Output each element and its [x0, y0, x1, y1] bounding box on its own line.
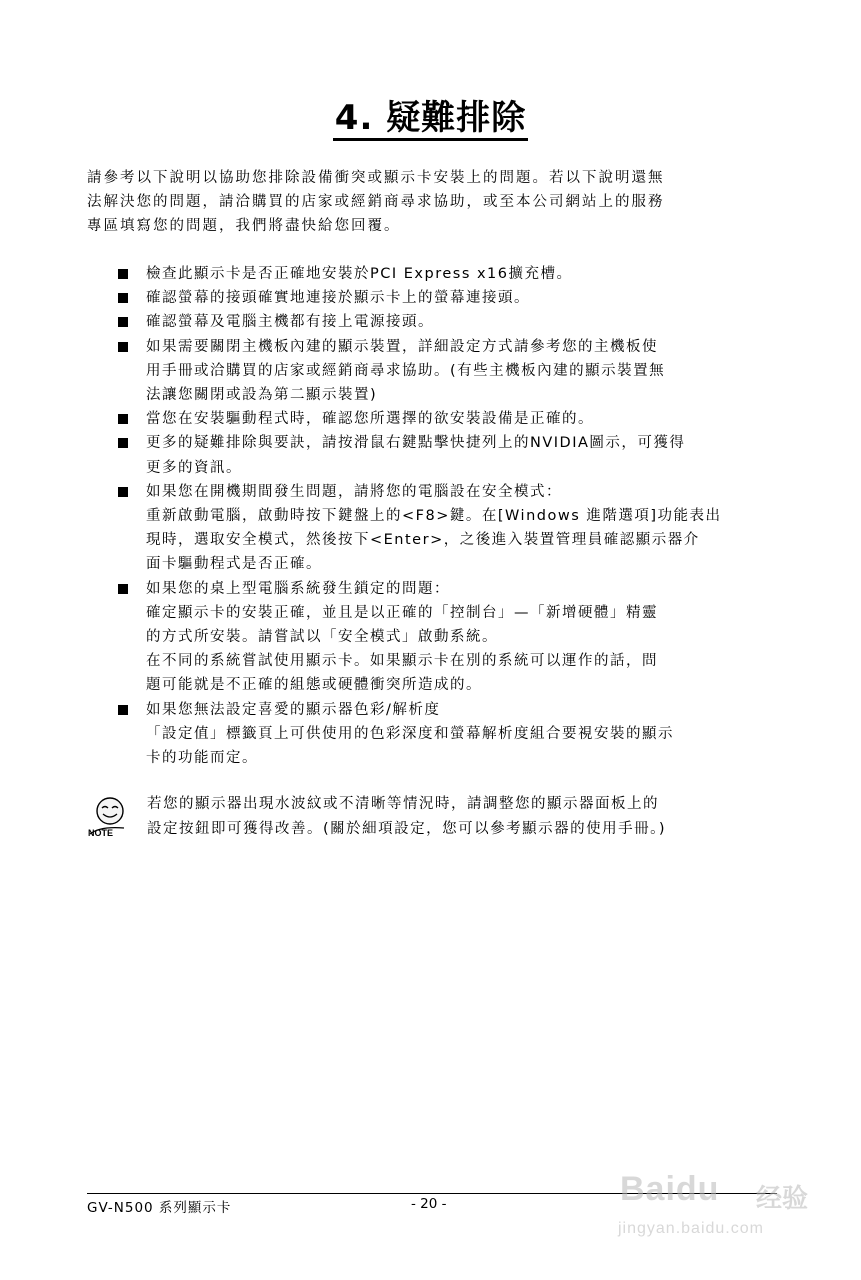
square-bullet-icon [118, 584, 128, 594]
list-item [118, 335, 778, 408]
list-item-line: 現時，選取安全模式，然後按下<Enter>，之後進入裝置管理員確認顯示器介 [146, 532, 700, 549]
list-item-line: 題可能就是不正確的組態或硬體衝突所造成的。 [146, 677, 482, 694]
intro-line: 專區填寫您的問題，我們將盡快給您回覆。 [87, 218, 401, 234]
list-item [118, 431, 778, 479]
list-item [118, 262, 778, 286]
note-line: 設定按鈕即可獲得改善。(關於細項設定，您可以參考顯示器的使用手冊。) [147, 821, 667, 837]
note-text [147, 792, 787, 842]
list-item [118, 577, 778, 698]
list-item-line: 的方式所安裝。請嘗試以「安全模式」啟動系統。 [146, 629, 498, 646]
intro-line: 請參考以下說明以協助您排除設備衝突或顯示卡安裝上的問題。若以下說明還無 [87, 170, 665, 186]
footer-page-number: - 20 - [411, 1196, 447, 1212]
list-item [118, 286, 778, 310]
list-item-line: 如果您的桌上型電腦系統發生鎖定的問題： [146, 580, 450, 597]
square-bullet-icon [118, 293, 128, 303]
list-item-line: 重新啟動電腦，啟動時按下鍵盤上的<F8>鍵。在[Windows 進階選項]功能表出 [146, 508, 722, 525]
square-bullet-icon [118, 487, 128, 497]
list-item-line: 更多的疑難排除與要訣，請按滑鼠右鍵點擊快捷列上的NVIDIA圖示，可獲得 [146, 435, 686, 452]
watermark-cn: 经验 [756, 1184, 809, 1214]
watermark-brand: Baidu [620, 1170, 720, 1208]
list-item-line: 如果需要關閉主機板內建的顯示裝置，詳細設定方式請參考您的主機板使 [146, 338, 658, 355]
list-item-line: 「設定值」標籤頁上可供使用的色彩深度和螢幕解析度組合要視安裝的顯示 [146, 725, 674, 742]
list-item-line: 法讓您關閉或設為第二顯示裝置) [146, 387, 378, 404]
square-bullet-icon [118, 317, 128, 327]
square-bullet-icon [118, 414, 128, 424]
list-item-line: 面卡驅動程式是否正確。 [146, 556, 322, 573]
square-bullet-icon [118, 705, 128, 715]
list-item-line: 確認螢幕及電腦主機都有接上電源接頭。 [146, 314, 434, 331]
watermark [606, 1148, 816, 1248]
list-item-line: 在不同的系統嘗試使用顯示卡。如果顯示卡在別的系統可以運作的話，問 [146, 653, 658, 670]
list-item-line: 如果您在開機期間發生問題，請將您的電腦設在安全模式： [146, 483, 562, 500]
list-item-line: 檢查此顯示卡是否正確地安裝於PCI Express x16擴充槽。 [146, 266, 573, 282]
list-item [118, 310, 778, 334]
note-icon-label: NOTE [88, 828, 114, 838]
page-title: 4. 疑難排除 [0, 90, 861, 139]
list-item [118, 407, 778, 431]
list-item-line: 更多的資訊。 [146, 459, 242, 476]
troubleshooting-list [118, 262, 778, 770]
list-item-line: 確認螢幕的接頭確實地連接於顯示卡上的螢幕連接頭。 [146, 290, 530, 307]
list-item-line: 卡的功能而定。 [146, 750, 258, 767]
list-item-line: 當您在安裝驅動程式時，確認您所選擇的欲安裝設備是正確的。 [146, 411, 594, 428]
note-line: 若您的顯示器出現水波紋或不清晰等情況時，請調整您的顯示器面板上的 [147, 796, 659, 812]
list-item-line: 如果您無法設定喜愛的顯示器色彩/解析度 [146, 701, 441, 718]
list-item [118, 698, 778, 771]
square-bullet-icon [118, 438, 128, 448]
square-bullet-icon [118, 342, 128, 352]
watermark-url: jingyan.baidu.com [618, 1220, 764, 1237]
list-item-line: 用手冊或洽購買的店家或經銷商尋求協助。(有些主機板內建的顯示裝置無 [146, 362, 666, 379]
footer-product-name: GV-N500 系列顯示卡 [87, 1200, 232, 1216]
list-item [118, 480, 778, 577]
intro-paragraph [87, 166, 777, 238]
square-bullet-icon [118, 269, 128, 279]
note-icon [86, 792, 130, 838]
intro-line: 法解決您的問題，請洽購買的店家或經銷商尋求協助，或至本公司網站上的服務 [87, 194, 665, 210]
list-item-line: 確定顯示卡的安裝正確，並且是以正確的「控制台」—「新增硬體」精靈 [146, 604, 658, 621]
